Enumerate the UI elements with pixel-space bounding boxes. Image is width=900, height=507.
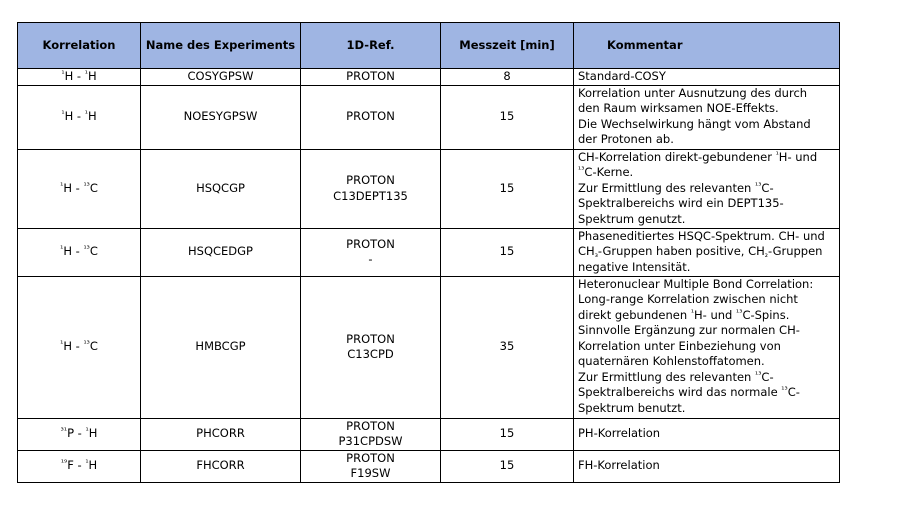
cell-name: HMBCGP (141, 276, 301, 418)
cell-ref (301, 276, 441, 418)
kommentar-line: Korrelation unter Einbeziehung von (578, 338, 781, 353)
header-name: Name des Experiments (141, 23, 301, 69)
nmr-experiments-table (17, 22, 840, 483)
header-korrelation: Korrelation (18, 23, 141, 69)
kommentar-line: CH-Korrelation direkt-gebundener $^{^1}$H- und (578, 149, 818, 164)
cell-korrelation: $^{^{31}}$P - $^{^1}$H (18, 418, 141, 450)
ref-line: PROTON (346, 450, 395, 465)
cell-korrelation: $^{^1}$H - $^{^{13}}$C (18, 276, 141, 418)
table-row (18, 149, 840, 228)
cell-name: NOESYGPSW (141, 85, 301, 149)
cell-kommentar (574, 418, 840, 450)
cell-name: COSYGPSW (141, 69, 301, 86)
kommentar-line: PH-Korrelation (578, 426, 661, 441)
kommentar-line: $^{^{13}}$C-Kerne. (578, 165, 634, 179)
ref-line: PROTON (346, 69, 395, 83)
kommentar-line: Korrelation unter Ausnutzung des durch (578, 85, 808, 100)
cell-korrelation: $^{^1}$H - $^{^{13}}$C (18, 228, 141, 276)
cell-messzeit: 15 (441, 418, 574, 450)
kommentar-line: Spektralbereichs wird ein DEPT135- (578, 196, 784, 210)
kommentar-line: Sinnvolle Ergänzung zur normalen CH- (578, 323, 800, 337)
header-row (18, 23, 840, 69)
kommentar-line: Phaseneditiertes HSQC-Spektrum. CH- und (578, 228, 825, 243)
kommentar-line: Zur Ermittlung des relevanten $^{^{13}}$C- (578, 369, 774, 384)
ref-line: P31CPDSW (338, 434, 403, 448)
header-kommentar: Kommentar (574, 23, 840, 69)
table-row (18, 450, 840, 482)
cell-messzeit: 15 (441, 450, 574, 482)
cell-messzeit: 8 (441, 69, 574, 86)
kommentar-line: Zur Ermittlung des relevanten $^{^{13}}$C- (578, 180, 774, 195)
ref-line: F19SW (350, 466, 391, 480)
ref-line: - (368, 252, 373, 266)
cell-ref (301, 149, 441, 228)
kommentar-line: Spektralbereichs wird das normale $^{^{13}}$C- (578, 385, 800, 399)
kommentar-line: der Protonen ab. (578, 132, 674, 146)
ref-line: C13CPD (347, 347, 394, 361)
cell-kommentar (574, 450, 840, 482)
ref-line: PROTON (346, 236, 395, 251)
cell-name: FHCORR (141, 450, 301, 482)
cell-kommentar (574, 149, 840, 228)
ref-line: PROTON (346, 173, 395, 187)
kommentar-line: negative Intensität. (578, 259, 691, 274)
cell-korrelation: $^{^{19}}$F - $^{^1}$H (18, 450, 141, 482)
table-row (18, 418, 840, 450)
table-row (18, 276, 840, 418)
header-messzeit: Messzeit [min] (441, 23, 574, 69)
kommentar-line: Die Wechselwirkung hängt vom Abstand (578, 116, 811, 131)
cell-ref (301, 228, 441, 276)
cell-kommentar (574, 85, 840, 149)
cell-ref (301, 450, 441, 482)
cell-ref (301, 85, 441, 149)
cell-messzeit: 35 (441, 276, 574, 418)
cell-messzeit: 15 (441, 228, 574, 276)
cell-name: HSQCEDGP (141, 228, 301, 276)
cell-kommentar (574, 69, 840, 86)
table-row (18, 69, 840, 86)
cell-messzeit: 15 (441, 149, 574, 228)
cell-ref (301, 418, 441, 450)
kommentar-line: $CH_{_3}$-Gruppen haben positive, $CH_{_2}$-Gruppen (578, 244, 823, 259)
cell-name: HSQCGP (141, 149, 301, 228)
cell-korrelation: $^{^1}$H - $^{^{13}}$C (18, 149, 141, 228)
cell-name: PHCORR (141, 418, 301, 450)
ref-line: C13DEPT135 (333, 188, 408, 203)
table-row (18, 228, 840, 276)
cell-ref (301, 69, 441, 86)
ref-line: PROTON (346, 418, 395, 433)
table-row (18, 85, 840, 149)
kommentar-line: den Raum wirksamen NOE-Effekts. (578, 101, 779, 115)
cell-kommentar (574, 228, 840, 276)
kommentar-line: Spektrum genutzt. (578, 211, 686, 226)
cell-kommentar (574, 276, 840, 418)
header-ref: 1D-Ref. (301, 23, 441, 69)
ref-line: PROTON (346, 331, 395, 346)
kommentar-line: FH-Korrelation (578, 458, 660, 473)
ref-line: PROTON (346, 109, 395, 124)
kommentar-line: quaternären Kohlenstoffatomen. (578, 354, 765, 368)
cell-korrelation: $^{^1}$H - $^{^1}$H (18, 85, 141, 149)
kommentar-line: Heteronuclear Multiple Bond Correlation: (578, 276, 814, 291)
kommentar-line: Standard-COSY (578, 69, 666, 83)
cell-korrelation: $^{^1}$H - $^{^1}$H (18, 69, 141, 86)
cell-messzeit: 15 (441, 85, 574, 149)
kommentar-line: direkt gebundenen $^{^1}$H- und $^{^{13}}$C-Spins. (578, 307, 790, 322)
kommentar-line: Spektrum benutzt. (578, 400, 686, 415)
kommentar-line: Long-range Korrelation zwischen nicht (578, 292, 798, 306)
